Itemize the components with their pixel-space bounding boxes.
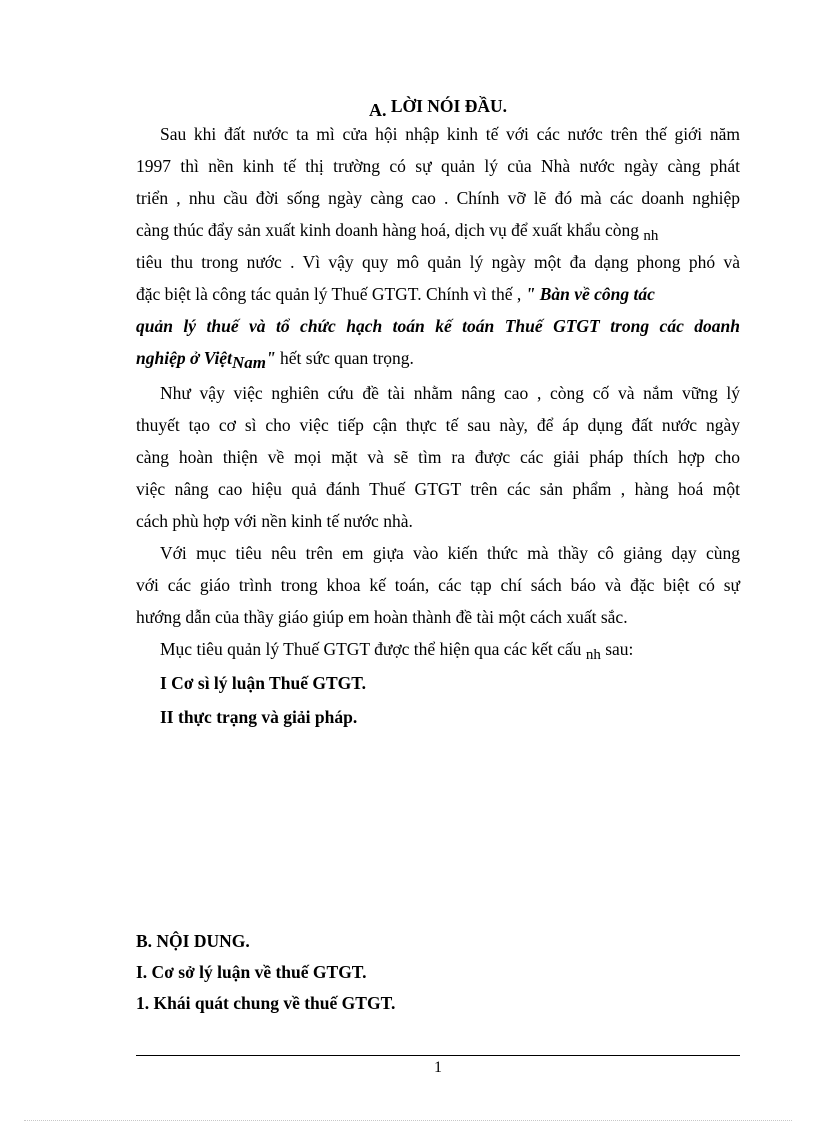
para2-line-4: việc nâng cao hiệu quả đánh Thuế GTGT trên các sản phẩm , hàng hoá một <box>136 479 740 499</box>
intro-line-1: Sau khi đất nước ta mì cửa hội nhập kinh tế với các nước trên thế giới năm <box>160 124 740 144</box>
heading-prefix: A. <box>368 100 387 120</box>
para4-line <box>136 637 740 661</box>
page-number: 1 <box>434 1059 442 1076</box>
structure-item-1: I Cơ sì lý luận Thuế GTGT. <box>160 673 366 693</box>
thesis-title-end: nghiệp ở Việt <box>136 348 232 368</box>
intro-line-5: tiêu thu trong nước . Vì vậy quy mô quản lý ngày một đa dạng phong phó và <box>136 252 740 272</box>
structure-item-2: II thực trạng và giải pháp. <box>160 707 358 727</box>
para3-line-1: Với mục tiêu nêu trên em giựa vào kiến thức mà thầy cô giảng dạy cùng <box>160 543 740 563</box>
thesis-title-start: " Bàn về công tác <box>525 284 655 304</box>
thesis-title-end-sub: Nam <box>231 353 266 372</box>
para4-sub: nh <box>585 647 601 663</box>
section-b-heading-1: I. Cơ sở lý luận về thuế GTGT. <box>136 962 367 982</box>
thesis-title-quote: " <box>265 348 276 368</box>
para3-line-3: hướng dẫn của thầy giáo giúp em hoàn thành đề tài một cách xuất sắc. <box>136 607 628 627</box>
para4-text: Mục tiêu quản lý Thuế GTGT được thể hiện qua các kết cấu <box>160 639 582 659</box>
para3-line-2: với các giáo trình trong khoa kế toán, các tạp chí sách báo và đặc biệt có sự <box>136 575 740 595</box>
para2-line-2: thuyết tạo cơ sì cho việc tiếp cận thực tế sau này, để áp dụng đất nước ngày <box>136 415 740 435</box>
intro-line-4-sub: nh <box>643 228 659 244</box>
page-bottom-edge <box>24 1120 792 1121</box>
footer-divider <box>136 1055 740 1056</box>
para2-line-5: cách phù hợp với nền kinh tế nước nhà. <box>136 511 413 531</box>
section-b-heading-2: 1. Khái quát chung về thuế GTGT. <box>136 993 396 1013</box>
para2-line-3: càng hoàn thiện về mọi mặt và sẽ tìm ra được các giải pháp thích hợp cho <box>136 447 740 467</box>
intro-line-8 <box>136 346 740 370</box>
intro-line-2: 1997 thì nền kinh tế thị trường có sự quản lý của Nhà nước ngày càng phát <box>136 156 740 176</box>
section-b-title: B. NỘI DUNG. <box>136 931 250 951</box>
heading-text: LỜI NÓI ĐẦU. <box>390 96 508 116</box>
heading-loi-noi-dau <box>136 94 740 118</box>
para2-line-1: Như vậy việc nghiên cứu đề tài nhằm nâng cao , còng cố và nắm vững lý <box>160 383 740 403</box>
intro-line-8-plain: hết sức quan trọng. <box>280 348 414 368</box>
para4-after: sau: <box>605 639 634 659</box>
intro-line-4-text: càng thúc đẩy sản xuất kinh doanh hàng hoá, dịch vụ để xuất khẩu còng <box>136 220 639 240</box>
intro-line-6-plain: đặc biệt là công tác quản lý Thuế GTGT. Chính vì thế , <box>136 284 522 304</box>
intro-line-6 <box>136 282 740 306</box>
thesis-title-middle: quản lý thuế và tổ chức hạch toán kế toán Thuế GTGT trong các doanh <box>136 316 740 336</box>
intro-line-4 <box>136 218 740 242</box>
intro-line-3: triển , nhu cầu đời sống ngày càng cao . Chính vỡ lẽ đó mà các doanh nghiệp <box>136 188 740 208</box>
